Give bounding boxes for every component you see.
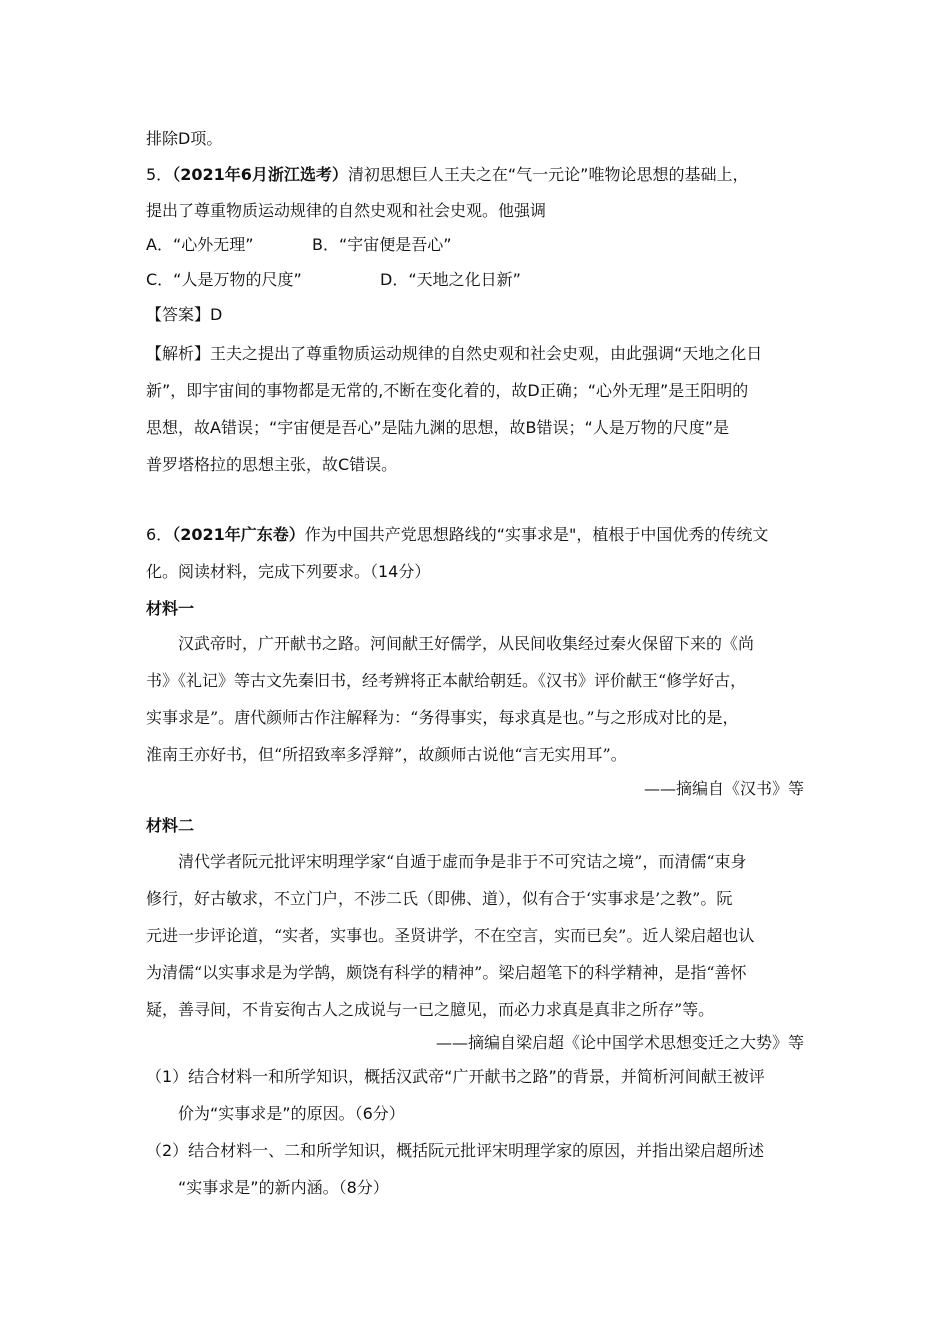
material-one-line-2: 书》《礼记》等古文先秦旧书，经考辨将正本献给朝廷。《汉书》评价献王“修学好古， [146, 671, 747, 690]
material-two-source: ——摘编自梁启超《论中国学术思想变迁之大势》等 [435, 1033, 804, 1052]
q5-option-b: B．“宇宙便是吾心” [312, 235, 452, 254]
q6-stem-line-2: 化。阅读材料，完成下列要求。（14分） [146, 562, 431, 581]
q5-source: （2021年6月浙江选考） [172, 165, 348, 184]
q5-stem-line-1 [146, 164, 748, 186]
q5-option-c: C．“人是万物的尺度” [146, 270, 302, 289]
material-one-source: ——摘编自《汉书》等 [643, 779, 804, 798]
material-one-title: 材料一 [146, 599, 195, 618]
material-two-line-3: 元进一步评论道，“实者，实事也。圣贤讲学，不在空言，实而已矣”。近人梁启超也认 [146, 926, 755, 945]
sub-question-2-line-2: “实事求是”的新内涵。（8分） [178, 1178, 389, 1197]
sub-question-1-line-2: 价为“实事求是”的原因。（6分） [178, 1104, 405, 1123]
q5-analysis-line-3: 思想，故A错误；“宇宙便是吾心”是陆九渊的思想，故B错误；“人是万物的尺度”是 [146, 418, 730, 437]
previous-answer-tail: 排除D项。 [146, 129, 223, 148]
q5-option-d: D．“天地之化日新” [380, 270, 521, 289]
material-two-title: 材料二 [146, 816, 195, 835]
q6-stem-line-1 [146, 524, 768, 546]
q6-stem-text-1: 作为中国共产党思想路线的“实事求是"，植根于中国优秀的传统文 [304, 525, 769, 544]
sub-question-1-line-1: （1）结合材料一和所学知识，概括汉武帝“广开献书之路”的背景，并简析河间献王被评 [146, 1067, 765, 1086]
material-one-line-3: 实事求是”。唐代颜师古作注解释为：“务得事实，每求真是也。”与之形成对比的是， [146, 708, 739, 727]
q6-number: 6． [146, 525, 173, 544]
q5-number: 5． [146, 165, 173, 184]
material-two-line-1: 清代学者阮元批评宋明理学家“自遁于虚而争是非于不可究诘之境”，而清儒“束身 [178, 852, 747, 871]
material-two-line-2: 修行，好古敏求，不立门户，不涉二氏（即佛、道），似有合于‘实事求是’之教”。阮 [146, 889, 733, 908]
material-two-line-5: 疑，善寻间，不肯妄徇古人之成说与一已之臆见，而必力求真是真非之所存”等。 [146, 1000, 715, 1019]
q6-source: （2021年广东卷） [172, 525, 305, 544]
q5-analysis-line-1: 【解析】王夫之提出了尊重物质运动规律的自然史观和社会史观，由此强调“天地之化日 [146, 344, 763, 363]
q5-analysis-line-4: 普罗塔格拉的思想主张，故C错误。 [146, 455, 398, 474]
q5-stem-line-2: 提出了尊重物质运动规律的自然史观和社会史观。他强调 [146, 201, 547, 220]
q5-option-a: A．“心外无理” [146, 235, 254, 254]
q5-stem-text-1: 清初思想巨人王夫之在“气一元论”唯物论思想的基础上， [347, 165, 749, 184]
material-one-line-4: 淮南王亦好书，但“所招致率多浮辩”，故颜师古说他“言无实用耳”。 [146, 745, 627, 764]
q5-analysis-line-2: 新”，即宇宙间的事物都是无常的,不断在变化着的，故D正确；“心外无理”是王阳明的 [146, 381, 749, 400]
q5-answer: 【答案】D [146, 305, 223, 324]
material-two-line-4: 为清儒“以实事求是为学鹄，颇饶有科学的精神”。梁启超笔下的科学精神，是指“善怀 [146, 963, 747, 982]
sub-question-2-line-1: （2）结合材料一、二和所学知识，概括阮元批评宋明理学家的原因，并指出梁启超所述 [146, 1141, 765, 1160]
material-one-line-1: 汉武帝时，广开献书之路。河间献王好儒学，从民间收集经过秦火保留下来的《尚 [178, 634, 755, 653]
